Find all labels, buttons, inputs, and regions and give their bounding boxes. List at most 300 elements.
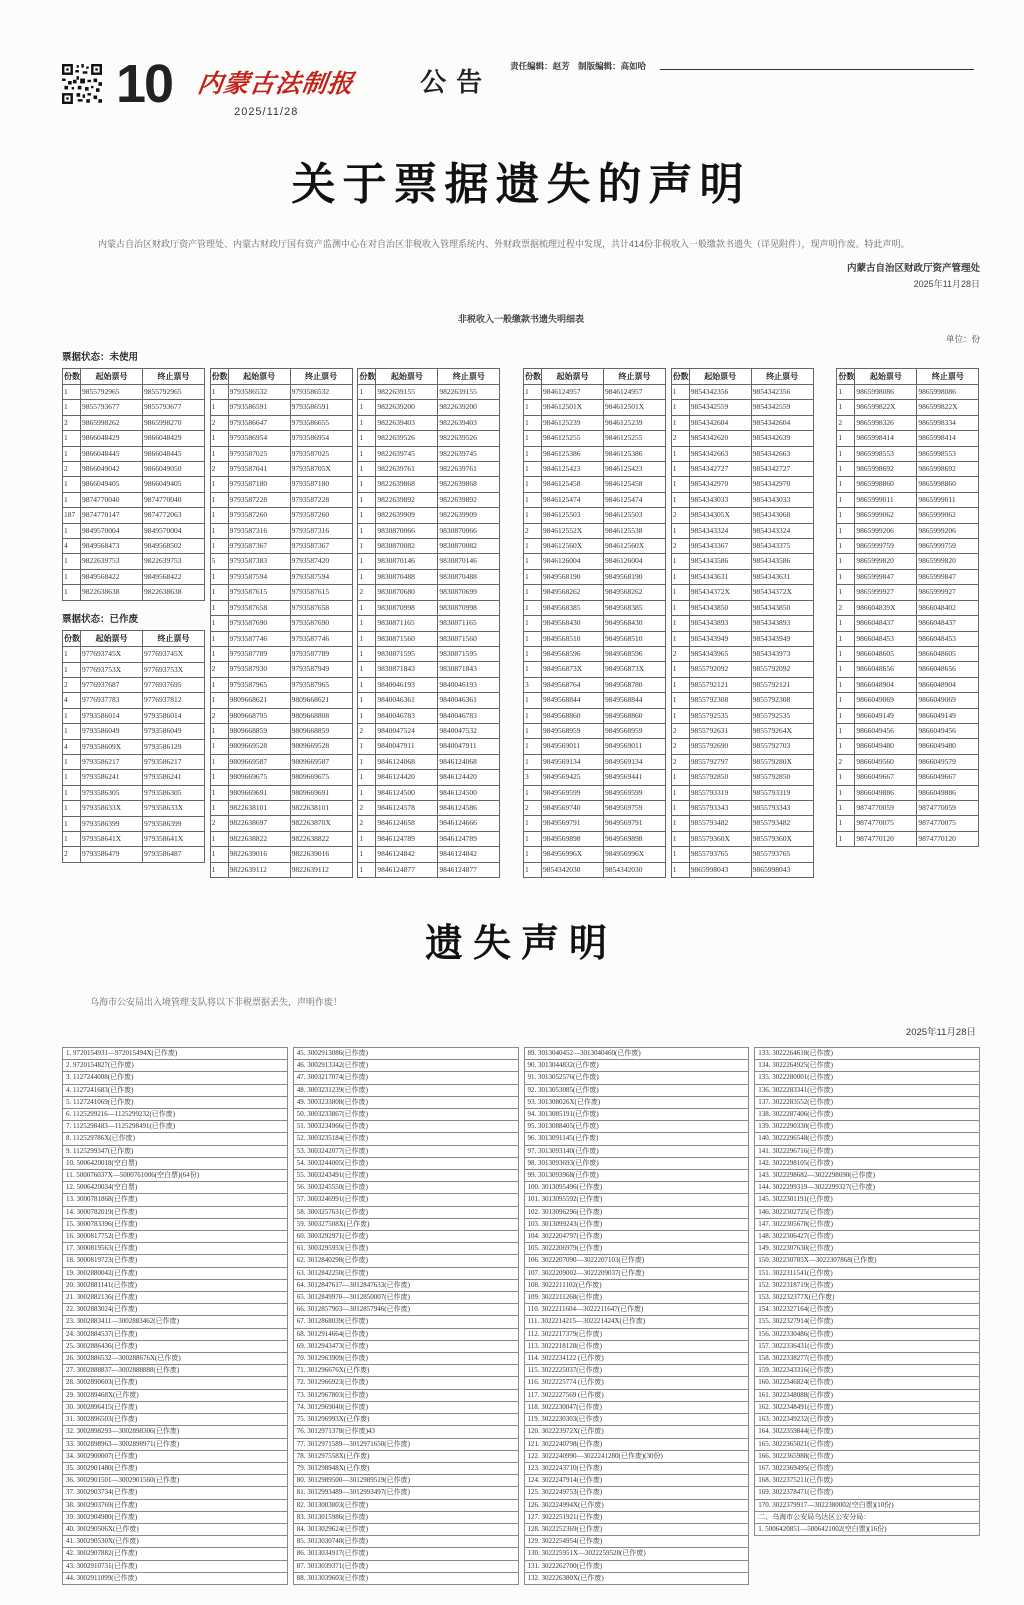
notice1-title: 关于票据遗失的声明 bbox=[291, 160, 751, 209]
start-number-cell: 9854342559 bbox=[690, 400, 752, 415]
count-cell: 2 bbox=[63, 847, 81, 862]
start-number-cell: 9809668795 bbox=[229, 709, 291, 724]
start-number-cell: 9855792121 bbox=[690, 678, 752, 693]
list-item: 45. 3002913086(已作废) bbox=[293, 1047, 519, 1060]
list-item: 111. 3022214215—302221424X(已作废) bbox=[524, 1315, 750, 1328]
table-row bbox=[358, 739, 500, 754]
ticket-table-3 bbox=[357, 368, 500, 879]
table-row bbox=[358, 385, 500, 400]
end-number-cell: 9865999062 bbox=[917, 508, 979, 523]
column-header: 终止票号 bbox=[604, 369, 666, 386]
count-cell: 1 bbox=[672, 493, 690, 508]
header-rule bbox=[660, 69, 974, 70]
end-number-cell: 9855792850 bbox=[752, 770, 814, 785]
table-row bbox=[63, 477, 205, 492]
end-number-cell: 9809669528 bbox=[291, 739, 353, 754]
end-number-cell: 9855792092 bbox=[752, 662, 814, 677]
list-item: 67. 3012868039(已作废) bbox=[293, 1315, 519, 1328]
list-item: 128. 3022252369(已作废) bbox=[524, 1523, 750, 1536]
count-cell: 1 bbox=[63, 801, 81, 816]
list-item: 64. 3012847617—3012847633(已作废) bbox=[293, 1279, 519, 1292]
start-number-cell: 9866049405 bbox=[81, 477, 143, 492]
end-number-cell: 9793587180 bbox=[291, 477, 353, 492]
start-number-cell: 9855792797 bbox=[690, 755, 752, 770]
column-header: 份数 bbox=[63, 631, 81, 648]
notice1-body: 内蒙古自治区财政厅资产管理处、内蒙古财政厅国有资产监测中心在对自治区非税收入管理系统内、外财政票据梳理过程中发现，共计414份非税收入一般缴款书遗失（详见附件），现声明作废。特此声明。 bbox=[98, 239, 910, 249]
list-item: 96. 3013091145(已作废) bbox=[524, 1132, 750, 1145]
end-number-cell: 985579280X bbox=[752, 755, 814, 770]
table-row bbox=[837, 431, 979, 446]
start-number-cell: 9866049560 bbox=[855, 755, 917, 770]
end-number-cell: 9865999927 bbox=[917, 585, 979, 600]
count-cell: 1 bbox=[211, 632, 229, 647]
end-number-cell: 9846126004 bbox=[604, 554, 666, 569]
list-item: 141. 3022296716(已作废) bbox=[754, 1145, 980, 1158]
table-row bbox=[837, 400, 979, 415]
end-number-cell: 9793587228 bbox=[291, 493, 353, 508]
start-number-cell: 9809669691 bbox=[229, 786, 291, 801]
start-number-cell: 9865999011 bbox=[855, 493, 917, 508]
count-cell: 1 bbox=[837, 647, 855, 662]
table-row bbox=[211, 616, 353, 631]
start-number-cell: 9793586014 bbox=[81, 709, 143, 724]
table-row bbox=[837, 786, 979, 801]
table-row bbox=[211, 477, 353, 492]
count-cell: 1 bbox=[63, 554, 81, 569]
start-number-cell: 9846125386 bbox=[542, 447, 604, 462]
list-item: 153. 302232377X(已作废) bbox=[754, 1291, 980, 1304]
count-cell: 1 bbox=[63, 647, 81, 662]
list-item: 150. 302230785X—3022307868(已作废) bbox=[754, 1254, 980, 1267]
table-row bbox=[837, 508, 979, 523]
end-number-cell: 9846124500 bbox=[438, 786, 500, 801]
start-number-cell: 9809669587 bbox=[229, 755, 291, 770]
count-cell: 1 bbox=[358, 678, 376, 693]
count-cell: 1 bbox=[63, 585, 81, 600]
column-header: 终止票号 bbox=[917, 369, 979, 386]
start-number-cell: 9854342356 bbox=[690, 385, 752, 400]
end-number-cell: 984956873X bbox=[604, 662, 666, 677]
end-number-cell: 984956996X bbox=[604, 847, 666, 862]
end-number-cell: 9866049050 bbox=[143, 462, 205, 477]
count-cell: 1 bbox=[63, 524, 81, 539]
count-cell: 1 bbox=[358, 832, 376, 847]
count-cell: 1 bbox=[211, 508, 229, 523]
table-row bbox=[837, 447, 979, 462]
end-number-cell: 9793587260 bbox=[291, 508, 353, 523]
table-row bbox=[837, 632, 979, 647]
start-number-cell: 9854343949 bbox=[690, 632, 752, 647]
count-cell: 1 bbox=[672, 585, 690, 600]
end-number-cell: 9854343375 bbox=[752, 539, 814, 554]
list-item: 130. 302225951X—3022259528(已作废) bbox=[524, 1547, 750, 1560]
count-cell: 1 bbox=[211, 678, 229, 693]
list-item: 50. 3003233867(已作废) bbox=[293, 1108, 519, 1121]
table-row bbox=[672, 416, 814, 431]
table-row bbox=[63, 431, 205, 446]
end-number-cell: 9793587367 bbox=[291, 539, 353, 554]
ticket-column-5 bbox=[671, 368, 815, 879]
start-number-cell: 9854342604 bbox=[690, 416, 752, 431]
table-header-row bbox=[211, 369, 353, 386]
list-item: 37. 3002903734(已作废) bbox=[62, 1486, 288, 1499]
table-row bbox=[63, 416, 205, 431]
end-number-cell: 9849569134 bbox=[604, 755, 666, 770]
start-number-cell: 9822639403 bbox=[376, 416, 438, 431]
count-cell: 2 bbox=[672, 539, 690, 554]
list-item: 146. 3022302725(已作废) bbox=[754, 1206, 980, 1219]
count-cell: 3 bbox=[524, 770, 542, 785]
list-item: 62. 3012840298(已作废) bbox=[293, 1254, 519, 1267]
table-row bbox=[524, 477, 666, 492]
count-cell: 2 bbox=[358, 816, 376, 831]
end-number-cell: 9865998334 bbox=[917, 416, 979, 431]
count-cell: 1 bbox=[524, 832, 542, 847]
start-number-cell: 9830871595 bbox=[376, 647, 438, 662]
list-item: 14. 3000782019(已作废) bbox=[62, 1206, 288, 1219]
start-number-cell: 9849568844 bbox=[542, 693, 604, 708]
list-item: 11. 500076037X—5000761006(空白票)(64份) bbox=[62, 1169, 288, 1182]
start-number-cell: 9830870998 bbox=[376, 601, 438, 616]
end-number-cell: 9830870066 bbox=[438, 524, 500, 539]
count-cell: 2 bbox=[672, 724, 690, 739]
end-number-cell: 9854343949 bbox=[752, 632, 814, 647]
table-row bbox=[63, 462, 205, 477]
table-row bbox=[358, 570, 500, 585]
list-item: 66. 3012857903—3012857946(已作废) bbox=[293, 1303, 519, 1316]
end-number-cell: 9822639112 bbox=[291, 863, 353, 878]
column-header: 终止票号 bbox=[143, 369, 205, 386]
start-number-cell: 9854343965 bbox=[690, 647, 752, 662]
start-number-cell: 9866048445 bbox=[81, 447, 143, 462]
start-number-cell: 9846125255 bbox=[542, 431, 604, 446]
table-row bbox=[63, 585, 205, 600]
count-cell: 1 bbox=[358, 539, 376, 554]
list-item: 156. 3022330486(已作废) bbox=[754, 1328, 980, 1341]
end-number-cell: 9849569599 bbox=[604, 786, 666, 801]
lost-ticket-lists bbox=[62, 1048, 980, 1585]
table-row bbox=[63, 385, 205, 400]
notice1-signature: 内蒙古自治区财政厅资产管理处 bbox=[846, 262, 980, 274]
table-row bbox=[358, 709, 500, 724]
end-number-cell: 9846124420 bbox=[438, 770, 500, 785]
table-row bbox=[672, 570, 814, 585]
start-number-cell: 9840047524 bbox=[376, 724, 438, 739]
table-row bbox=[211, 554, 353, 569]
count-cell: 1 bbox=[837, 770, 855, 785]
table-row bbox=[63, 709, 205, 724]
list-item: 42. 3002907882(已作废) bbox=[62, 1547, 288, 1560]
list-item: 119. 3022230303(已作废) bbox=[524, 1413, 750, 1426]
count-cell: 1 bbox=[837, 524, 855, 539]
list-item: 46. 3002913342(已作废) bbox=[293, 1059, 519, 1072]
start-number-cell: 9854343893 bbox=[690, 616, 752, 631]
table-row bbox=[524, 832, 666, 847]
start-number-cell: 9855793343 bbox=[690, 801, 752, 816]
end-number-cell: 9840046361 bbox=[438, 693, 500, 708]
start-number-cell: 9822639745 bbox=[376, 447, 438, 462]
count-cell: 1 bbox=[358, 462, 376, 477]
table-row bbox=[358, 786, 500, 801]
count-cell: 1 bbox=[672, 385, 690, 400]
start-number-cell: 9849569011 bbox=[542, 739, 604, 754]
page-header bbox=[62, 54, 980, 118]
end-number-cell: 9854342970 bbox=[752, 477, 814, 492]
column-header: 起始票号 bbox=[376, 369, 438, 386]
end-number-cell: 9809668621 bbox=[291, 693, 353, 708]
list-item: 148. 3022306427(已作废) bbox=[754, 1230, 980, 1243]
start-number-cell: 9822639909 bbox=[376, 508, 438, 523]
table-row bbox=[672, 678, 814, 693]
start-number-cell: 9866048605 bbox=[855, 647, 917, 662]
count-cell: 1 bbox=[672, 770, 690, 785]
list-item: 12. 5006420034(空白票) bbox=[62, 1181, 288, 1194]
count-cell: 187 bbox=[63, 508, 81, 523]
notice2-date: 2025年11月28日 bbox=[905, 1027, 976, 1038]
count-cell: 1 bbox=[837, 801, 855, 816]
list-item: 114. 3022234122 (已作废) bbox=[524, 1352, 750, 1365]
table-row bbox=[672, 539, 814, 554]
table-row bbox=[63, 539, 205, 554]
end-number-cell: 9855792535 bbox=[752, 709, 814, 724]
list-item: 134. 3022264925(已作废) bbox=[754, 1059, 980, 1072]
end-number-cell: 982263870X bbox=[291, 816, 353, 831]
table-row bbox=[211, 431, 353, 446]
table-row bbox=[63, 524, 205, 539]
start-number-cell: 9846125423 bbox=[542, 462, 604, 477]
count-cell: 1 bbox=[358, 786, 376, 801]
list-item: 145. 3022301191(已作废) bbox=[754, 1193, 980, 1206]
end-number-cell: 9854343586 bbox=[752, 554, 814, 569]
table-row bbox=[211, 724, 353, 739]
list-item: 52. 3003235184(已作废) bbox=[293, 1132, 519, 1145]
end-number-cell: 9866048656 bbox=[917, 662, 979, 677]
count-cell: 1 bbox=[837, 462, 855, 477]
start-number-cell: 9849568473 bbox=[81, 539, 143, 554]
list-item: 82. 3013003803(已作废) bbox=[293, 1499, 519, 1512]
table-row bbox=[672, 447, 814, 462]
end-number-cell: 9809668859 bbox=[291, 724, 353, 739]
table-row bbox=[524, 632, 666, 647]
table-row bbox=[524, 554, 666, 569]
start-number-cell: 9822639526 bbox=[376, 431, 438, 446]
start-number-cell: 9846124068 bbox=[376, 755, 438, 770]
table-row bbox=[672, 385, 814, 400]
list-item: 131. 3022262700(已作废) bbox=[524, 1560, 750, 1573]
column-header: 起始票号 bbox=[229, 369, 291, 386]
ticket-column-3 bbox=[357, 368, 501, 879]
count-cell: 4 bbox=[63, 693, 81, 708]
table-row bbox=[63, 663, 205, 678]
list-item: 74. 3012969040(已作废) bbox=[293, 1401, 519, 1414]
count-cell: 1 bbox=[524, 431, 542, 446]
start-number-cell: 9866049149 bbox=[855, 709, 917, 724]
table-row bbox=[358, 801, 500, 816]
count-cell: 1 bbox=[837, 709, 855, 724]
start-number-cell: 9846124957 bbox=[542, 385, 604, 400]
end-number-cell: 9849570004 bbox=[143, 524, 205, 539]
table-row bbox=[63, 400, 205, 415]
table-row bbox=[211, 539, 353, 554]
table-row bbox=[672, 477, 814, 492]
table-row bbox=[837, 739, 979, 754]
count-cell: 1 bbox=[211, 447, 229, 462]
end-number-cell: 9866049456 bbox=[917, 724, 979, 739]
start-number-cell: 9793586241 bbox=[81, 770, 143, 785]
start-number-cell: 9793586399 bbox=[81, 817, 143, 832]
count-cell: 1 bbox=[837, 539, 855, 554]
table-row bbox=[524, 508, 666, 523]
list-item: 159. 3022343316(已作废) bbox=[754, 1364, 980, 1377]
start-number-cell: 9846124578 bbox=[376, 801, 438, 816]
end-number-cell: 984612501X bbox=[604, 400, 666, 415]
count-cell: 1 bbox=[211, 493, 229, 508]
count-cell: 1 bbox=[672, 524, 690, 539]
list-item: 163. 3022349232(已作废) bbox=[754, 1413, 980, 1426]
count-cell: 1 bbox=[524, 385, 542, 400]
end-number-cell: 9822639403 bbox=[438, 416, 500, 431]
end-number-cell: 9866048429 bbox=[143, 431, 205, 446]
list-item: 142. 3022298105(已作废) bbox=[754, 1157, 980, 1170]
list-item: 102. 3013096296(已作废) bbox=[524, 1206, 750, 1219]
table-row bbox=[358, 616, 500, 631]
table-row bbox=[524, 400, 666, 415]
end-number-cell: 9846125538 bbox=[604, 524, 666, 539]
count-cell: 1 bbox=[358, 416, 376, 431]
list-item: 78. 301297558X(已作废) bbox=[293, 1450, 519, 1463]
table-row bbox=[524, 416, 666, 431]
table-row bbox=[672, 508, 814, 523]
count-cell: 1 bbox=[524, 847, 542, 862]
end-number-cell: 9846124842 bbox=[438, 847, 500, 862]
list-item: 99. 3013093968(已作废) bbox=[524, 1169, 750, 1182]
list-item: 160. 3022346824(已作废) bbox=[754, 1376, 980, 1389]
count-cell: 2 bbox=[211, 416, 229, 431]
list-item: 144. 3022299319—3022299327(已作废) bbox=[754, 1181, 980, 1194]
start-number-cell: 9830870680 bbox=[376, 585, 438, 600]
count-cell: 1 bbox=[837, 816, 855, 831]
count-cell: 1 bbox=[358, 477, 376, 492]
table-row bbox=[672, 801, 814, 816]
list-item: 164. 3022359844(已作废) bbox=[754, 1425, 980, 1438]
count-cell: 1 bbox=[63, 663, 81, 678]
count-cell: 1 bbox=[672, 462, 690, 477]
start-number-cell: 985579360X bbox=[690, 832, 752, 847]
count-cell: 2 bbox=[672, 647, 690, 662]
count-cell: 1 bbox=[211, 693, 229, 708]
list-item: 35. 3002901480(已作废) bbox=[62, 1462, 288, 1475]
count-cell: 1 bbox=[211, 524, 229, 539]
start-number-cell: 9854343367 bbox=[690, 539, 752, 554]
start-number-cell: 979358641X bbox=[81, 832, 143, 847]
end-number-cell: 979358633X bbox=[143, 801, 205, 816]
end-number-cell: 9846124068 bbox=[438, 755, 500, 770]
list-item: 154. 3022327164(已作废) bbox=[754, 1303, 980, 1316]
column-header: 起始票号 bbox=[542, 369, 604, 386]
table-row bbox=[211, 816, 353, 831]
table-row bbox=[63, 801, 205, 816]
table-row bbox=[837, 570, 979, 585]
start-number-cell: 9830870146 bbox=[376, 554, 438, 569]
count-cell: 1 bbox=[358, 601, 376, 616]
table-row bbox=[524, 678, 666, 693]
end-number-cell: 9849568860 bbox=[604, 709, 666, 724]
end-number-cell: 9793586241 bbox=[143, 770, 205, 785]
list-item: 97. 3013093140(已作废) bbox=[524, 1145, 750, 1158]
end-number-cell: 9822639753 bbox=[143, 554, 205, 569]
list-item: 147. 3022305678(已作废) bbox=[754, 1218, 980, 1231]
start-number-cell: 9793587658 bbox=[229, 601, 291, 616]
list-item: 31. 3002896503(已作废) bbox=[62, 1413, 288, 1426]
start-number-cell: 9855792965 bbox=[81, 385, 143, 400]
end-number-cell: 9854342030 bbox=[604, 863, 666, 878]
start-number-cell: 9874770059 bbox=[855, 801, 917, 816]
ticket-tables bbox=[62, 368, 980, 879]
count-cell: 1 bbox=[63, 447, 81, 462]
count-cell: 1 bbox=[211, 539, 229, 554]
column-header: 份数 bbox=[524, 369, 542, 386]
count-cell: 1 bbox=[211, 832, 229, 847]
end-number-cell: 9846125474 bbox=[604, 493, 666, 508]
table-row bbox=[672, 493, 814, 508]
start-number-cell: 9865998414 bbox=[855, 431, 917, 446]
table-row bbox=[358, 477, 500, 492]
qr-code-icon bbox=[62, 64, 102, 104]
table-row bbox=[63, 832, 205, 847]
table-row bbox=[672, 739, 814, 754]
table-row bbox=[211, 709, 353, 724]
table-row bbox=[524, 724, 666, 739]
table-row bbox=[63, 570, 205, 585]
start-number-cell: 9793586049 bbox=[81, 724, 143, 739]
end-number-cell: 9849568190 bbox=[604, 570, 666, 585]
list-item: 70. 3012963909(已作废) bbox=[293, 1352, 519, 1365]
table-row bbox=[672, 693, 814, 708]
start-number-cell: 9849570004 bbox=[81, 524, 143, 539]
editors-text: 责任编辑：赵芳 制版编辑：高如哈 bbox=[510, 61, 647, 71]
table-row bbox=[358, 770, 500, 785]
count-cell: 2 bbox=[63, 462, 81, 477]
end-number-cell: 9830871843 bbox=[438, 662, 500, 677]
list-item: 92. 3013053085(已作废) bbox=[524, 1084, 750, 1097]
list-item: 88. 3013039603(已作废) bbox=[293, 1572, 519, 1585]
count-cell: 1 bbox=[837, 616, 855, 631]
count-cell: 1 bbox=[63, 477, 81, 492]
count-cell: 1 bbox=[524, 601, 542, 616]
count-cell: 1 bbox=[837, 431, 855, 446]
ticket-table-voided-1 bbox=[62, 630, 205, 863]
count-cell: 1 bbox=[672, 786, 690, 801]
start-number-cell: 977693745X bbox=[81, 647, 143, 662]
table-row bbox=[524, 801, 666, 816]
start-number-cell: 9822639761 bbox=[376, 462, 438, 477]
count-cell: 1 bbox=[358, 400, 376, 415]
table-header-row bbox=[358, 369, 500, 386]
list-item: 6. 1125299216—1125299232(已作废) bbox=[62, 1108, 288, 1121]
end-number-cell: 9793587789 bbox=[291, 647, 353, 662]
start-number-cell: 9849569134 bbox=[542, 755, 604, 770]
list-item: 108. 3022211102(已作废) bbox=[524, 1279, 750, 1292]
start-number-cell: 986604839X bbox=[855, 601, 917, 616]
start-number-cell: 9793587367 bbox=[229, 539, 291, 554]
end-number-cell: 9776937695 bbox=[143, 678, 205, 693]
start-number-cell: 986599822X bbox=[855, 400, 917, 415]
end-number-cell: 9854342639 bbox=[752, 431, 814, 446]
end-number-cell: 9854343033 bbox=[752, 493, 814, 508]
start-number-cell: 9822638101 bbox=[229, 801, 291, 816]
list-item: 3. 1127244008(已作废) bbox=[62, 1071, 288, 1084]
end-number-cell: 9866049579 bbox=[917, 755, 979, 770]
